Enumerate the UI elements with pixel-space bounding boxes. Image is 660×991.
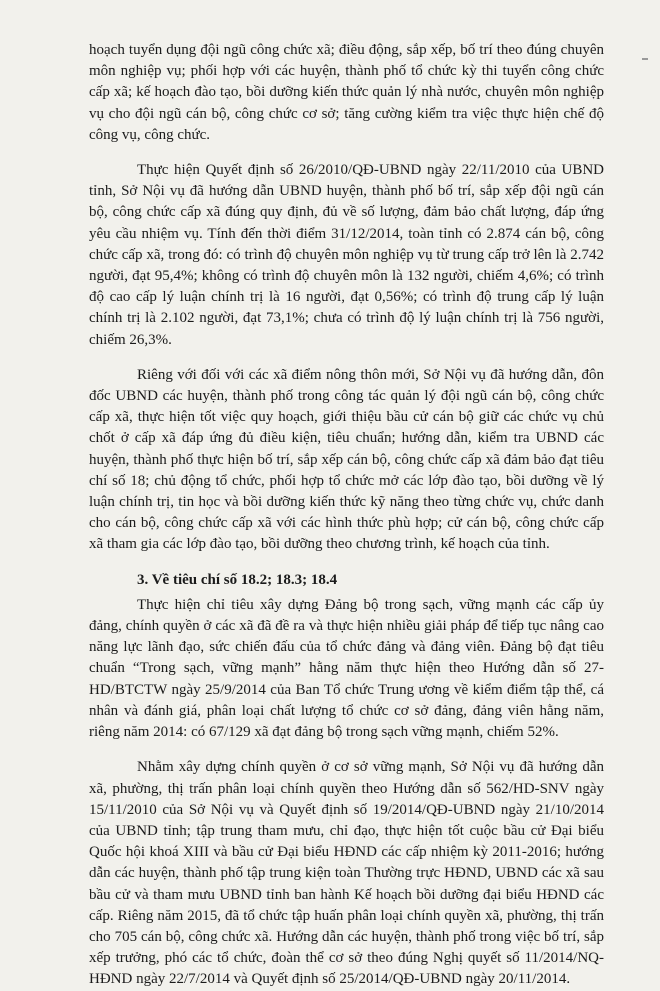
paragraph-recruitment-continued: hoạch tuyển dụng đội ngũ công chức xã; điều động, sắp xếp, bố trí theo đúng chuyên môn nghiệp vụ; phối hợp với các huyện, thành phố tổ chức kỳ thi tuyển công chức cấp xã; kế hoạch đào tạo, bồi dưỡng kiến thức quản lý nhà nước, chuyên môn nghiệp vụ cho đội ngũ cán bộ, công chức cơ sở; tăng cường kiểm tra việc thực hiện chế độ công vụ, công chức. — [89, 42, 604, 143]
paragraph-party-building: Thực hiện chỉ tiêu xây dựng Đảng bộ trong sạch, vững mạnh các cấp ủy đảng, chính quyền ở các xã đã đề ra và thực hiện nhiều giải pháp để tiếp tục nâng cao năng lực lãnh đạo, sức chiến đấu của tổ chức đảng và đảng viên. Đảng bộ đạt tiêu chuẩn “Trong sạch, vững mạnh” hằng năm thực hiện theo Hướng dẫn số 27-HD/BTCTW ngày 25/9/2014 của Ban Tổ chức Trung ương về kiểm điểm tập thể, cá nhân và đánh giá, phân loại chất lượng tổ chức cơ sở đảng, đảng viên hằng năm, riêng năm 2014: có 67/129 xã đạt đảng bộ trong sạch vững mạnh, chiếm 52%. — [89, 596, 604, 741]
scan-mark — [642, 58, 648, 60]
paragraph-new-rural-communes: Riêng với đối với các xã điểm nông thôn mới, Sở Nội vụ đã hướng dẫn, đôn đốc UBND các huyện, thành phố trong công tác quản lý đội ngũ cán bộ, công chức cấp xã, thực hiện tốt việc quy hoạch, giới thiệu bầu cử cán bộ giữ các chức vụ chủ chốt ở cấp xã đáp ứng đủ điều kiện, tiêu chuẩn; hướng dẫn, kiểm tra UBND các huyện, thành phố thực hiện bố trí, sắp xếp cán bộ, công chức cấp xã đảm bảo đạt tiêu chí số 18; chủ động tổ chức, phối hợp tổ chức mở các lớp đào tạo, bồi dưỡng về lý luận chính trị, tin học và bồi dưỡng kiến thức kỹ năng theo từng chức vụ, chức danh cho cán bộ, công chức cấp xã với các hình thức phù hợp; cử cán bộ, công chức cấp xã tham gia các lớp đào tạo, bồi dưỡng theo chương trình, kế hoạch của tỉnh. — [89, 366, 604, 553]
section-heading-criteria: 3. Về tiêu chí số 18.2; 18.3; 18.4 — [137, 571, 338, 588]
paragraph-decision-26: Thực hiện Quyết định số 26/2010/QĐ-UBND ngày 22/11/2010 của UBND tỉnh, Sở Nội vụ đã hướng dẫn UBND huyện, thành phố bố trí, sắp xếp đội ngũ cán bộ, công chức cấp xã đúng quy định, đủ về số lượng, đảm bảo chất lượng, đáp ứng yêu cầu nhiệm vụ. Tính đến thời điểm 31/12/2014, toàn tỉnh có 2.874 cán bộ, công chức cấp xã, trong đó: có trình độ chuyên môn nghiệp vụ từ trung cấp trở lên là 2.742 người, đạt 95,4%; không có trình độ chuyên môn là 132 người, chiếm 4,6%; có trình độ cao cấp lý luận chính trị là 16 người, đạt 0,56%; có trình độ trung cấp lý luận chính trị là 2.102 người, đạt 73,1%; chưa có trình độ lý luận chính trị là 756 người, chiếm 26,3%. — [89, 162, 604, 348]
paragraph-local-government: Nhằm xây dựng chính quyền ở cơ sở vững mạnh, Sở Nội vụ đã hướng dẫn xã, phường, thị trấn phân loại chính quyền theo Hướng dẫn số 562/HD-SNV ngày 15/11/2010 của Sở Nội vụ và Quyết định số 19/2014/QĐ-UBND ngày 21/10/2014 của UBND tỉnh; tập trung tham mưu, chỉ đạo, thực hiện tốt cuộc bầu cử Đại biểu Quốc hội khoá XIII và bầu cử Đại biểu HĐND các cấp nhiệm kỳ 2011-2016; hướng dẫn các huyện, thành phố tập trung kiện toàn Thường trực HĐND, UBND các xã sau bầu cử và tham mưu UBND tỉnh ban hành Kế hoạch bồi dưỡng đại biểu HĐND các cấp. Riêng năm 2015, đã tổ chức tập huấn phân loại chính quyền xã, phường, thị trấn cho 705 cán bộ, công chức xã. Hướng dẫn các huyện, thành phố trong việc bố trí, sắp xếp trưởng, phó các tổ chức, đoàn thể cơ sở theo đúng Nghị quyết số 11/2014/NQ-HĐND ngày 22/7/2014 và Quyết định số 25/2014/QĐ-UBND ngày 20/11/2014. — [89, 759, 604, 988]
